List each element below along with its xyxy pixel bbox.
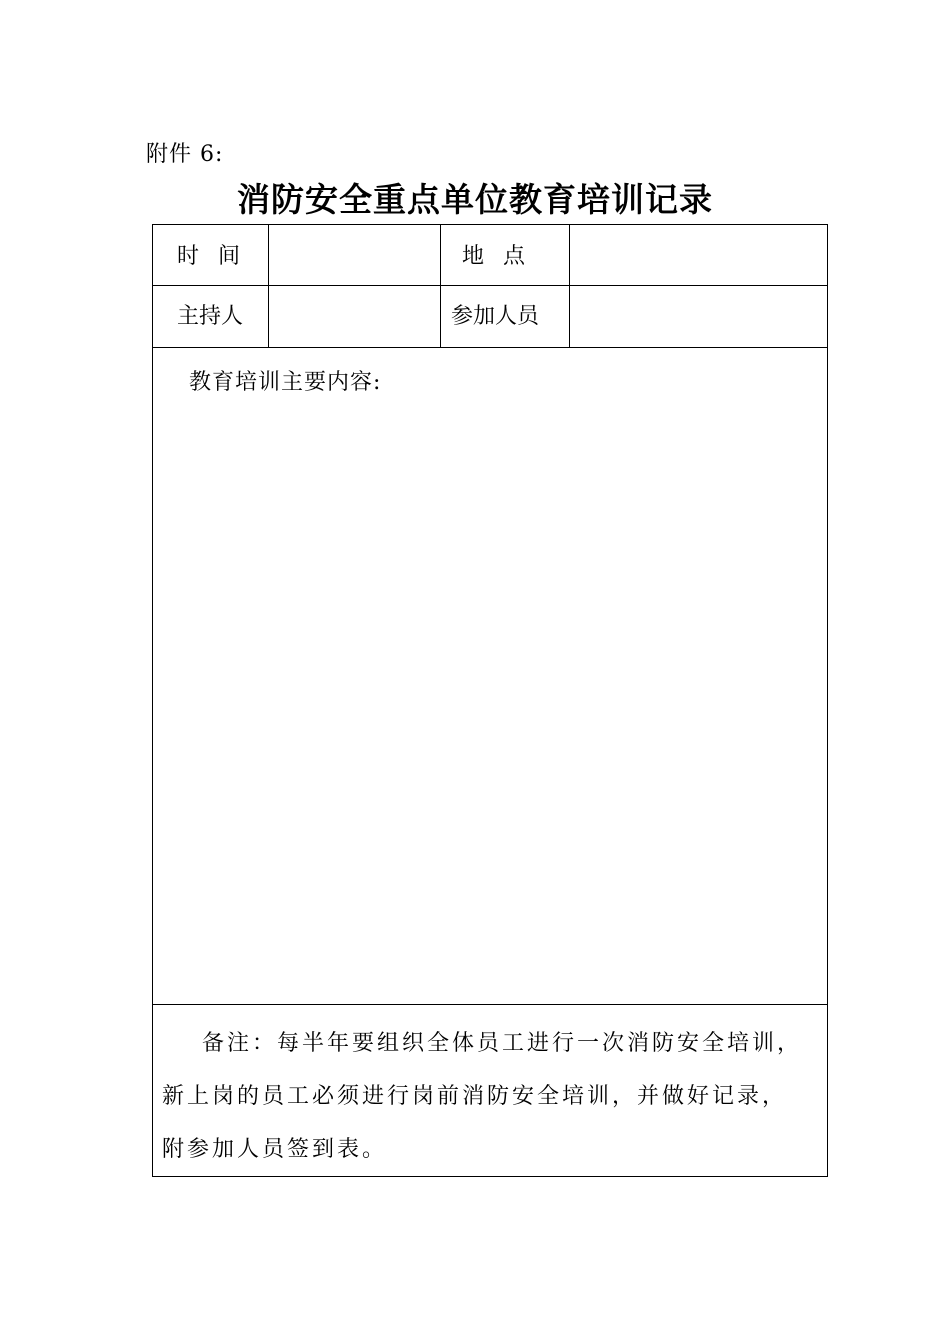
participants-label: 参加人员 [451,304,540,329]
note-line: 附参加人员签到表。 [162,1137,388,1162]
row-divider [153,347,827,348]
training-record-form [152,224,828,1177]
note-line: 新上岗的员工必须进行岗前消防安全培训，并做好记录， [162,1084,788,1109]
host-label: 主持人 [177,304,244,329]
column-divider [440,225,441,347]
time-label: 时 间 [177,244,246,269]
note-block [162,1017,812,1176]
participants-field[interactable] [570,286,827,347]
note-line: 备注：每半年要组织全体员工进行一次消防安全培训， [202,1031,803,1056]
attachment-label: 附件 6: [146,142,224,167]
host-field[interactable] [269,286,440,347]
place-label: 地 点 [462,244,531,269]
place-field[interactable] [570,225,827,285]
content-label: 教育培训主要内容: [189,370,382,395]
time-field[interactable] [269,225,440,285]
page-title: 消防安全重点单位教育培训记录 [237,180,713,219]
row-divider [153,1004,827,1005]
content-field[interactable] [163,405,817,995]
